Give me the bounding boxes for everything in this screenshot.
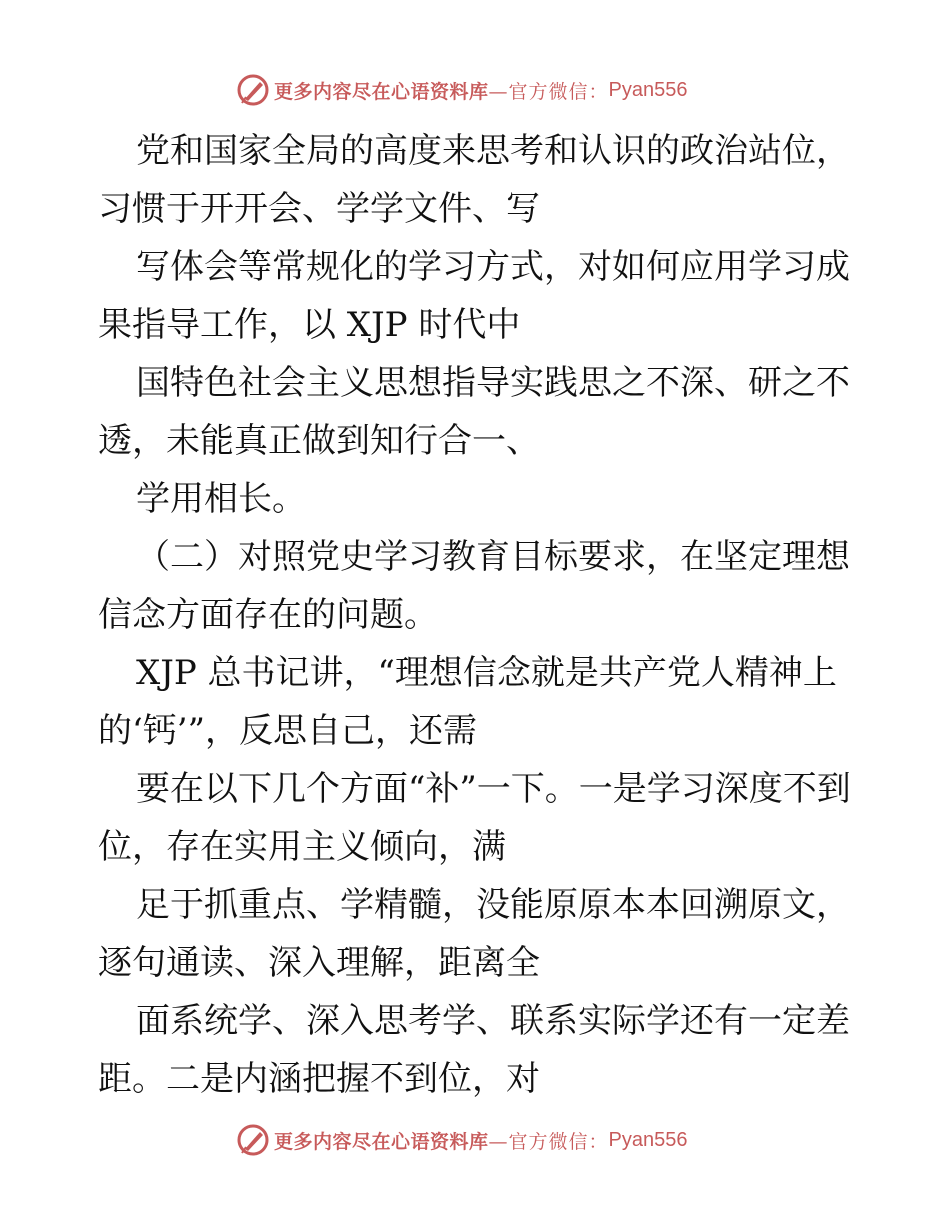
header-watermark <box>236 70 688 110</box>
watermark-sub-text: —官方微信： <box>488 1130 609 1153</box>
watermark-main-text: 更多内容尽在心语资料库 <box>274 80 489 103</box>
paragraph: 要在以下几个方面“补”一下。一是学习深度不到位，存在实用主义倾向，满 <box>98 769 851 867</box>
quill-logo-icon <box>236 1123 270 1157</box>
watermark-wechat-id: Pyan556 <box>608 1128 688 1151</box>
watermark-wechat-id: Pyan556 <box>608 78 688 101</box>
quill-logo-icon <box>236 73 270 107</box>
paragraph: 国特色社会主义思想指导实践思之不深、研之不透，未能真正做到知行合一、 <box>98 363 850 461</box>
paragraph: 面系统学、深入思考学、联系实际学还有一定差距。二是内涵把握不到位，对 <box>98 1001 850 1099</box>
document-body <box>98 122 858 1108</box>
watermark-main-text: 更多内容尽在心语资料库 <box>274 1130 489 1153</box>
paragraph: XJP 总书记讲，“理想信念就是共产党人精神上的‘钙’”，反思自己，还需 <box>98 653 837 751</box>
paragraph: 学用相长。 <box>136 479 306 519</box>
section-heading: （二）对照党史学习教育目标要求，在坚定理想信念方面存在的问题。 <box>98 537 850 635</box>
watermark-sub-text: —官方微信： <box>488 80 609 103</box>
footer-watermark <box>236 1120 688 1160</box>
paragraph: 党和国家全局的高度来思考和认识的政治站位，习惯于开开会、学学文件、写 <box>98 131 850 229</box>
paragraph: 足于抓重点、学精髓，没能原原本本回溯原文，逐句通读、深入理解，距离全 <box>98 885 850 983</box>
paragraph: 写体会等常规化的学习方式，对如何应用学习成果指导工作，以 XJP 时代中 <box>98 247 850 345</box>
